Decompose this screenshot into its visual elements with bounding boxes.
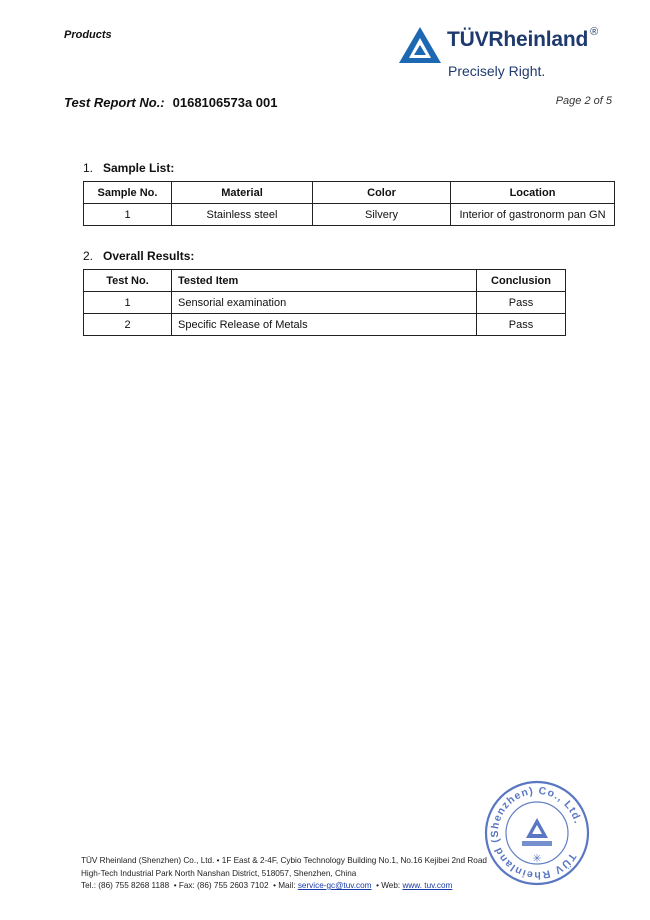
footer-address-line-1: TÜV Rheinland (Shenzhen) Co., Ltd. • 1F East & 2-4F, Cybio Technology Building No.1, No.16 Kejibei 2nd Road	[81, 856, 487, 865]
page-indicator: Page 2 of 5	[555, 95, 612, 107]
company-seal-stamp	[484, 780, 590, 886]
column-header: Tested Item	[172, 270, 477, 292]
table-cell: Stainless steel	[172, 204, 313, 226]
table-header-row	[84, 182, 615, 204]
category-label: Products	[64, 29, 112, 41]
footer-web-label: • Web:	[376, 881, 401, 890]
footer-address-line-2: High-Tech Industrial Park North Nanshan District, 518057, Shenzhen, China	[81, 868, 357, 878]
table-cell: Silvery	[313, 204, 451, 226]
table-cell: Pass	[477, 314, 566, 336]
section-heading-overall-results: 2. Overall Results:	[83, 249, 195, 263]
sample-list-table	[83, 181, 615, 226]
section-heading-sample-list: 1. Sample List:	[83, 161, 175, 175]
column-header: Material	[172, 182, 313, 204]
table-cell: 1	[84, 204, 172, 226]
table-cell: Interior of gastronorm pan GN	[451, 204, 615, 226]
report-number-label: Test Report No.:	[64, 95, 165, 110]
column-header: Test No.	[84, 270, 172, 292]
column-header: Sample No.	[84, 182, 172, 204]
footer-web-link[interactable]: www. tuv.com	[402, 881, 453, 890]
svg-text:✳: ✳	[532, 853, 542, 865]
brand-name: TÜVRheinland ®	[447, 26, 599, 51]
column-header: Conclusion	[477, 270, 566, 292]
seal-text: TÜV Rheinland (Shenzhen) Co., Ltd.	[488, 784, 584, 882]
table-cell: 1	[84, 292, 172, 314]
column-header: Location	[451, 182, 615, 204]
table-cell: Sensorial examination	[172, 292, 477, 314]
column-header: Color	[313, 182, 451, 204]
overall-results-table	[83, 269, 566, 336]
table-cell: Pass	[477, 292, 566, 314]
footer-mail-link[interactable]: service-gc@tuv.com	[297, 881, 372, 890]
table-header-row	[84, 270, 566, 292]
table-cell: 2	[84, 314, 172, 336]
table-row	[84, 292, 566, 314]
triangle-logo-icon	[398, 25, 442, 65]
tuv-logo	[398, 22, 618, 84]
table-row	[84, 314, 566, 336]
footer-mail-label: • Mail:	[273, 881, 296, 890]
footer	[81, 855, 487, 893]
footer-fax: • Fax: (86) 755 2603 7102	[173, 881, 269, 890]
table-cell: Specific Release of Metals	[172, 314, 477, 336]
table-row	[84, 204, 615, 226]
footer-tel: Tel.: (86) 755 8268 1188	[81, 881, 170, 890]
footer-contact-line	[81, 880, 487, 893]
report-number: 0168106573a 001	[172, 95, 278, 110]
report-number-line	[64, 95, 277, 110]
brand-slogan: Precisely Right.	[448, 63, 546, 79]
